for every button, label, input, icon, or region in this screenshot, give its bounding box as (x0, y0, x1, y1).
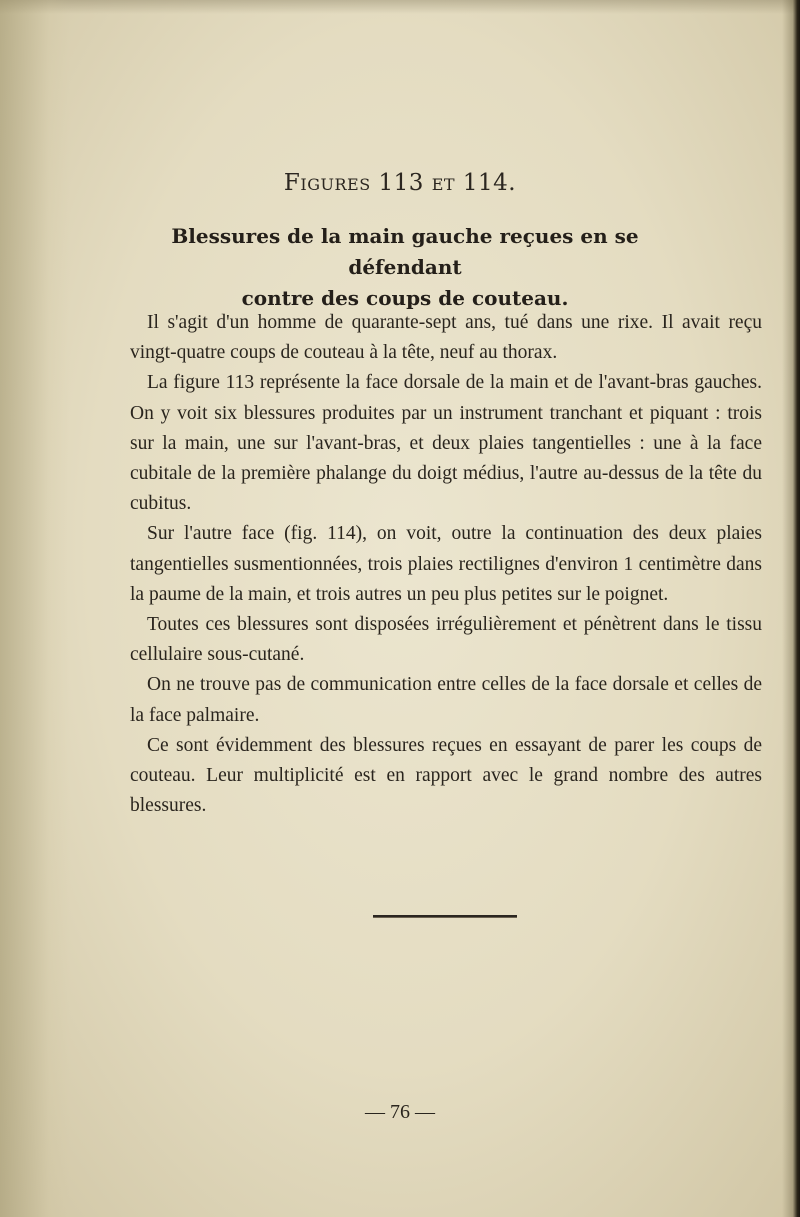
heading-conjunction: et (431, 170, 456, 196)
subtitle-line-1: Blessures de la main gauche reçues en se défendant (171, 224, 639, 279)
page-top-shadow (0, 0, 800, 14)
paragraph-2: La figure 113 représente la face dorsale de la main et de l'avant-bras gauches. On y voit six blessures produites par un instrument tranchant et piquant : trois sur la main, une sur l'avant-bras, et deux plaies tangentielles : une à la face cubitale de la première phalange du doigt médius, l'autre au-dessus de la tête du cubitus. (130, 372, 762, 515)
body-text (130, 308, 762, 821)
heading-first-number: 113 (378, 170, 424, 196)
section-subtitle (130, 221, 680, 314)
section-end-rule (373, 915, 517, 918)
subtitle-line-2: contre des coups de couteau. (241, 286, 569, 310)
paragraph-3: Sur l'autre face (fig. 114), on voit, outre la continuation des deux plaies tangentielles susmentionnées, trois plaies rectilignes d'environ 1 centimètre dans la paume de la main, et trois autres un peu plus petites sur le poignet. (130, 523, 762, 605)
paragraph-5: On ne trouve pas de communication entre celles de la face dorsale et celles de la face palmaire. (130, 674, 762, 726)
paragraph-4: Toutes ces blessures sont disposées irrégulièrement et pénètrent dans le tissu cellulaire sous-cutané. (130, 614, 762, 666)
paragraph-1: Il s'agit d'un homme de quarante-sept ans, tué dans une rixe. Il avait reçu vingt-quatre coups de couteau à la tête, neuf au thorax. (130, 312, 762, 364)
page-number: — 76 — (365, 1101, 435, 1123)
figure-heading (0, 170, 800, 196)
heading-second-number: 114. (462, 170, 517, 196)
heading-figures-word: Figures (283, 170, 371, 196)
paragraph-6: Ce sont évidemment des blessures reçues en essayant de parer les coups de couteau. Leur multiplicité est en rapport avec le grand nombre des autres blessures. (130, 734, 762, 817)
